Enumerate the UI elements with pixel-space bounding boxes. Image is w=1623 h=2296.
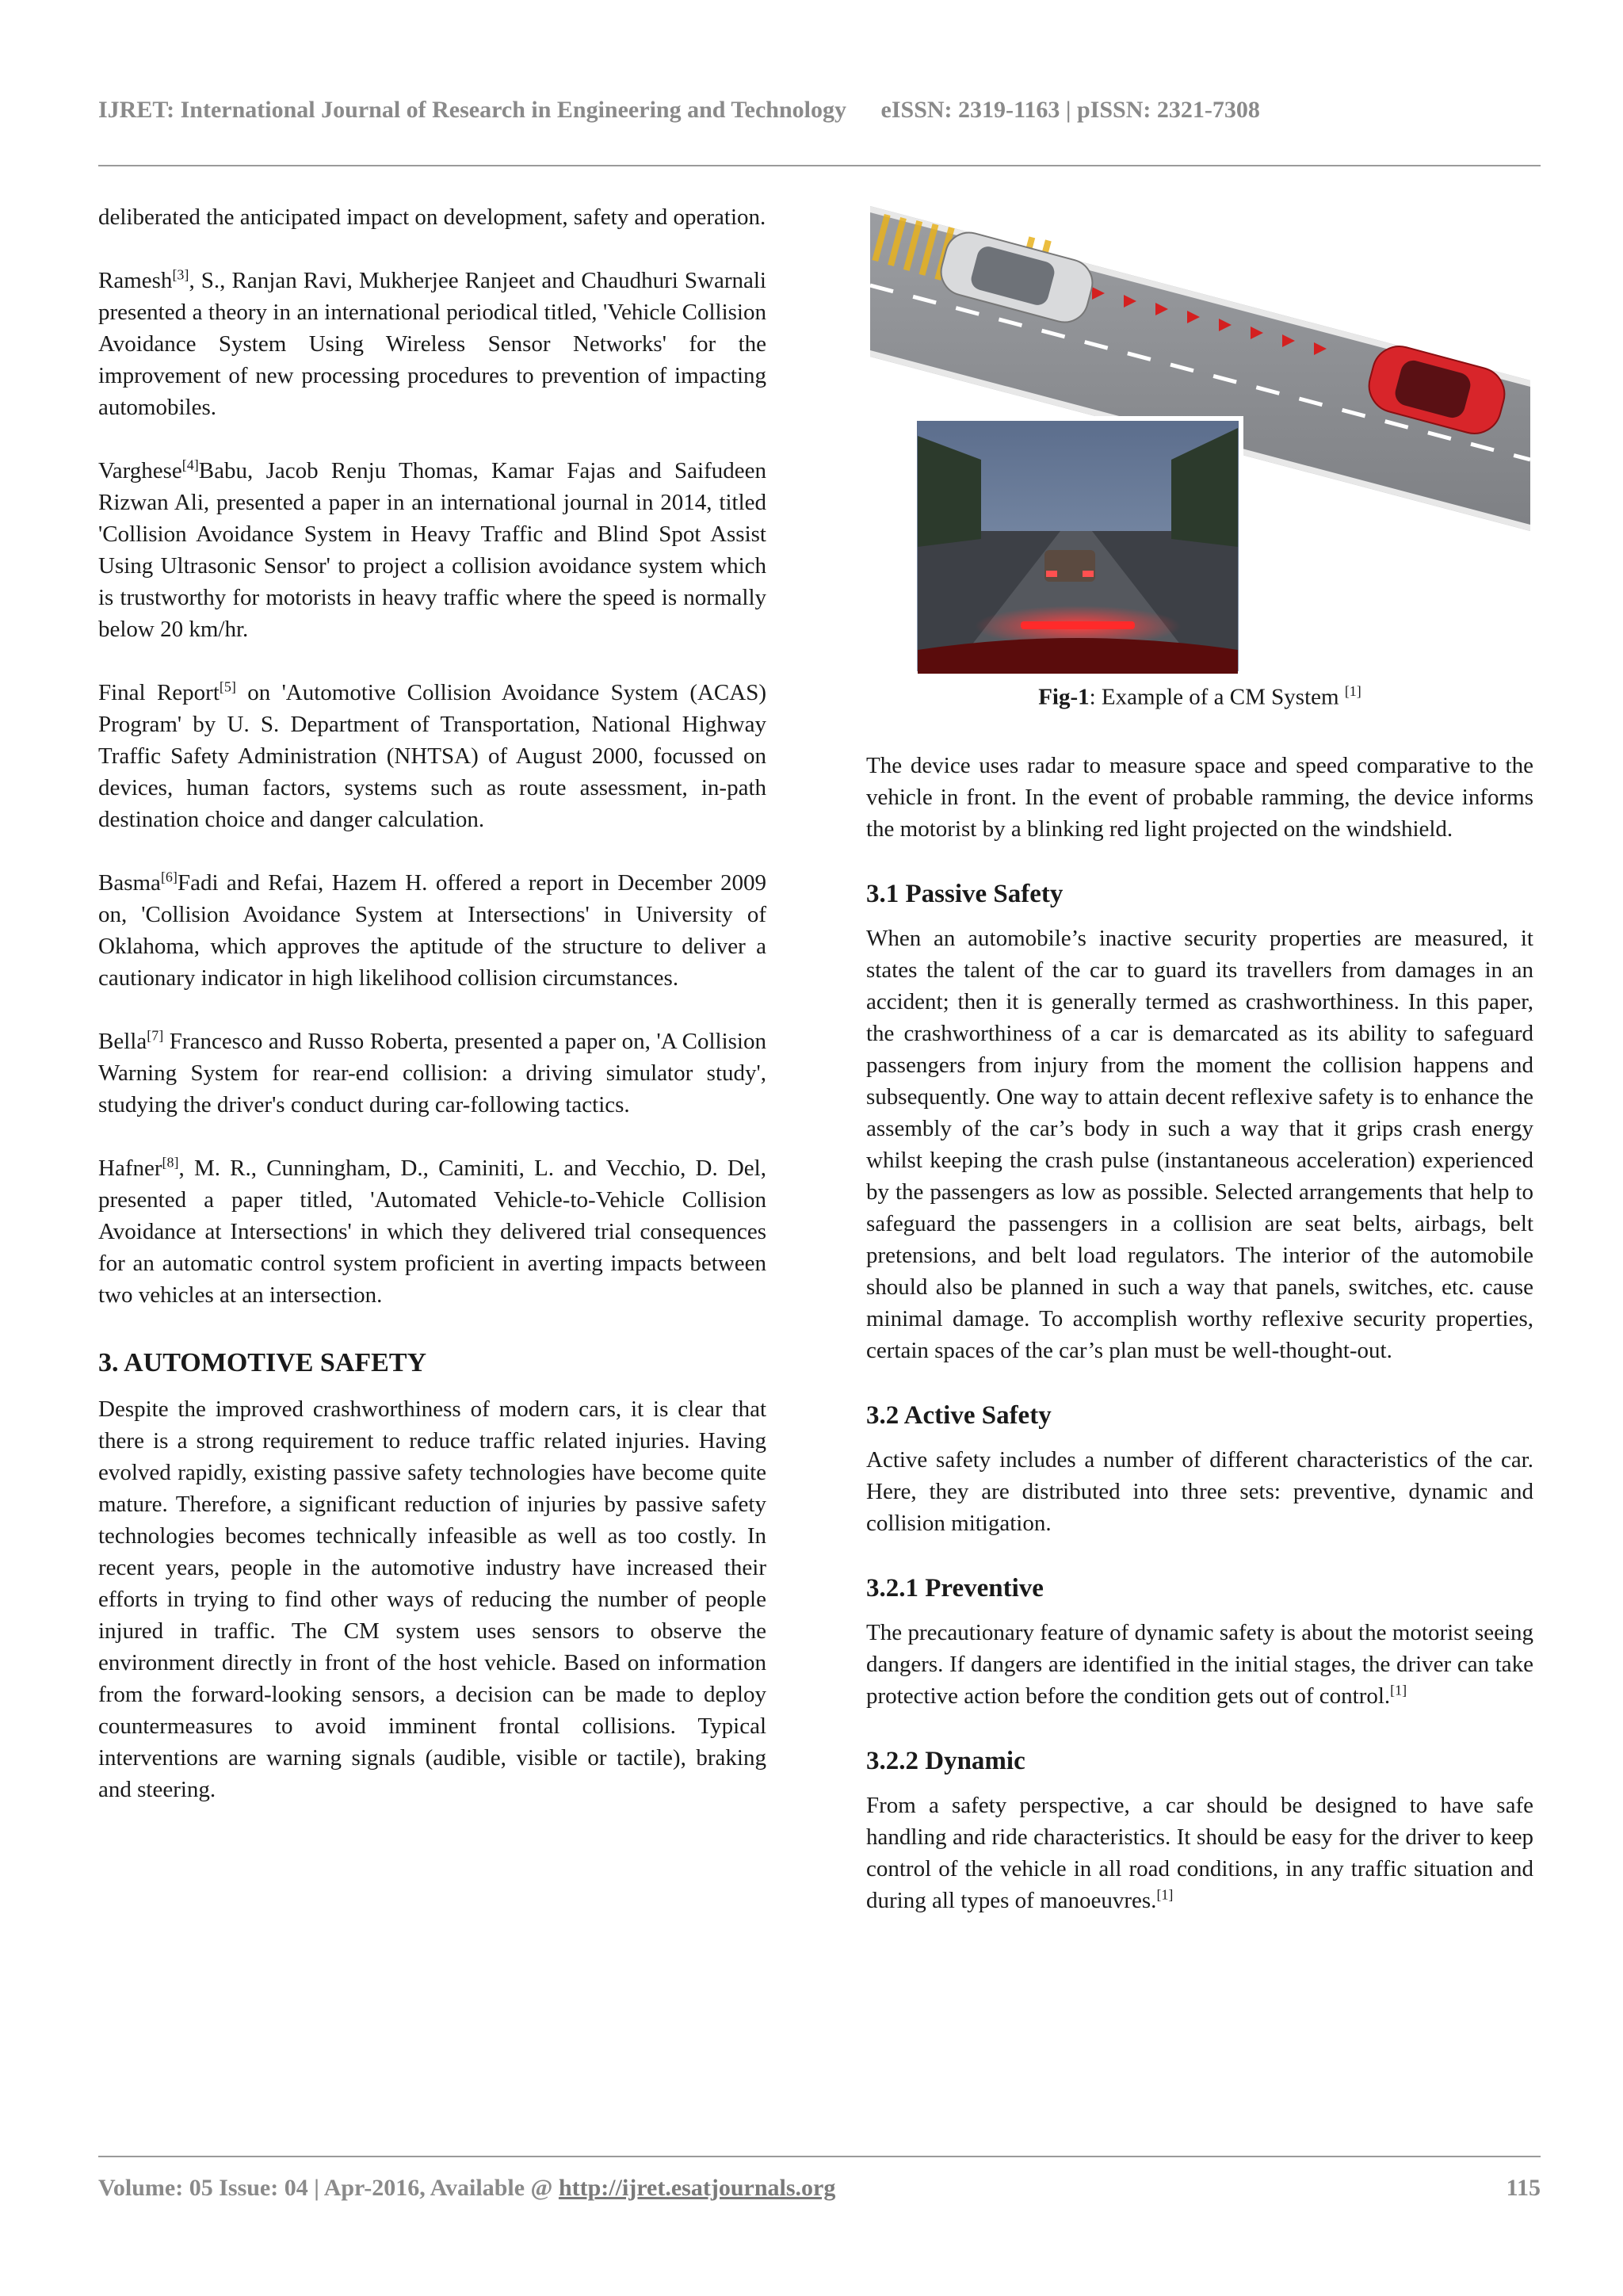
footer-rule [98,2156,1541,2157]
citation: [1] [1156,1886,1174,1903]
citation: [8] [162,1154,179,1171]
citation: [1] [1390,1682,1407,1698]
volume-info: Volume: 05 Issue: 04 | Apr-2016, Available @ [98,2175,559,2201]
journal-issn: eISSN: 2319-1163 | pISSN: 2321-7308 [880,97,1260,123]
page-header [98,97,1541,124]
figure-label: Fig-1 [1038,684,1090,710]
paragraph: Ramesh[3], S., Ranjan Ravi, Mukherjee Ranjeet and Chaudhuri Swarnali presented a theory in an international periodical titled, 'Vehicle Collision Avoidance System Using Wireless Sensor Networks' for the improvement of new processing procedures to prevention of impacting automobiles. [98,266,766,420]
paragraph: Final Report[5] on 'Automotive Collision Avoidance System (ACAS) Program' by U. S. Department of Transportation, National Highway Traffic Safety Administration (NHTSA) of August 2000, focussed on devices, human factors, systems such as route assessment, in-path destination choice and danger calculation. [98,678,766,832]
page-footer [98,2175,1541,2202]
paragraph: From a safety perspective, a car should be designed to have safe handling and ride characteristics. It should be easy for the driver to keep control of the vehicle in all road conditions, in any traffic situation and during all types of manoeuvres.[1] [866,1793,1533,1913]
windshield-photo [915,418,1241,674]
header-rule [98,165,1541,166]
paragraph: Bella[7] Francesco and Russo Roberta, presented a paper on, 'A Collision Warning System for rear-end collision: a driving simulator study', studying the driver's conduct during car-following tactics. [98,1027,766,1117]
cm-system-figure [870,198,1530,674]
paragraph: The precautionary feature of dynamic safety is about the motorist seeing dangers. If dangers are identified in the initial stages, the driver can take protective action before the condition gets out of control.[1] [866,1620,1533,1709]
citation: [7] [147,1027,164,1044]
journal-link[interactable]: http://ijret.esatjournals.org [558,2175,836,2201]
citation: [3] [172,266,189,283]
section-heading: 3.1 Passive Safety [866,880,1064,908]
paragraph: The device uses radar to measure space and speed comparative to the vehicle in front. In the event of probable ramming, the device informs the motorist by a blinking red light projected on the windshield. [866,753,1533,842]
paragraph: Basma[6]Fadi and Refai, Hazem H. offered a report in December 2009 on, 'Collision Avoidance System at Intersections' in University of Oklahoma, which approves the aptitude of the structure to deliver a cautionary indicator in high likelihood collision circumstances. [98,869,766,991]
section-heading: 3.2 Active Safety [866,1401,1052,1430]
page-number: 115 [1506,2175,1541,2201]
paragraph: Despite the improved crashworthiness of modern cars, it is clear that there is a strong requirement to reduce traffic related injuries. Having evolved rapidly, existing passive safety technologies have become quite mature. Therefore, a significant reduction of injuries by passive safety technologies becomes technically infeasible as well as too costly. In recent years, people in the automotive industry have increased their efforts in trying to find other ways of reducing the number of people injured in traffic. The CM system uses sensors to observe the environment directly in front of the host vehicle. Based on information from the forward-looking sensors, a decision can be made to deploy countermeasures to avoid imminent frontal collisions. Typical interventions are warning signals (audible, visible or tactile), braking and steering. [98,1396,766,1802]
journal-title: IJRET: International Journal of Research in Engineering and Technology [98,97,847,123]
citation: [4] [181,457,199,473]
paragraph: Varghese[4]Babu, Jacob Renju Thomas, Kamar Fajas and Saifudeen Rizwan Ali, presented a paper in an international journal in 2014, titled 'Collision Avoidance System in Heavy Traffic and Blind Spot Assist Using Ultrasonic Sensor' to project a collision avoidance system which is trustworthy for motorists in heavy traffic where the speed is normally below 20 km/hr. [98,457,766,642]
left-column [98,201,766,1837]
figure-caption: Fig-1: Example of a CM System [1] [1038,683,1361,710]
section-heading: 3.2.1 Preventive [866,1574,1044,1603]
paragraph: Hafner[8], M. R., Cunningham, D., Caminiti, L. and Vecchio, D. Del, presented a paper titled, 'Automated Vehicle-to-Vehicle Collision Avoidance at Intersections' in which they delivered trial consequences for an automatic control system proficient in averting impacts between two vehicles at an intersection. [98,1154,766,1308]
right-column [866,750,1533,1948]
paragraph: When an automobile’s inactive security properties are measured, it states the talent of the car to guard its travellers from damages in an accident; then it is generally termed as crashworthiness. In this paper, the crashworthiness of a car is demarcated as its ability to safeguard passengers from injury from the moment the collision happens and subsequently. One way to attain decent reflexive safety is to enhance the assembly of the car’s body in such a way that it grips crash energy whilst keeping the crash pulse (instantaneous acceleration) experienced by the passengers as low as possible. Selected arrangements that help to safeguard the passengers in a collision are seat belts, airbags, belt pretensions, and belt load regulators. The interior of the automobile should also be planned in such a way that panels, switches, etc. cause minimal damage. To accomplish worthy reflexive security properties, certain spaces of the car’s plan must be well-thought-out. [866,926,1533,1363]
section-heading: 3.2.2 Dynamic [866,1747,1025,1775]
section-heading: 3. AUTOMOTIVE SAFETY [98,1348,427,1377]
citation: [1] [1344,683,1361,699]
citation: [5] [219,678,236,695]
paragraph: Active safety includes a number of different characteristics of the car. Here, they are distributed into three sets: preventive, dynamic and collision mitigation. [866,1447,1533,1536]
citation: [6] [160,869,178,885]
paragraph: deliberated the anticipated impact on development, safety and operation. [98,204,766,230]
